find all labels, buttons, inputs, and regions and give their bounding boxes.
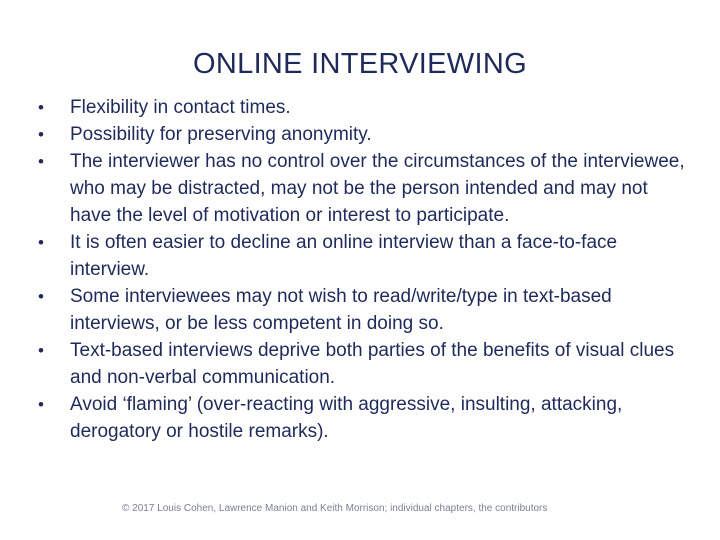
copyright-footer: © 2017 Louis Cohen, Lawrence Manion and Keith Morrison; individual chapters, the contributors bbox=[122, 503, 548, 514]
bullet-dot-icon: • bbox=[38, 341, 44, 360]
bullet-dot-icon: • bbox=[38, 98, 44, 117]
bullet-item bbox=[38, 337, 690, 391]
bullet-item bbox=[38, 121, 690, 148]
bullet-item bbox=[38, 229, 690, 283]
bullet-dot-icon: • bbox=[38, 125, 44, 144]
bullet-item bbox=[38, 283, 690, 337]
bullet-item bbox=[38, 94, 690, 121]
bullet-text: Avoid ‘flaming’ (over-reacting with aggressive, insulting, attacking, derogatory or hostile remarks). bbox=[70, 394, 623, 442]
bullet-dot-icon: • bbox=[38, 287, 44, 306]
bullet-dot-icon: • bbox=[38, 152, 44, 171]
bullet-dot-icon: • bbox=[38, 233, 44, 252]
bullet-item bbox=[38, 148, 690, 229]
bullet-text: It is often easier to decline an online interview than a face-to-face interview. bbox=[70, 232, 618, 280]
bullet-dot-icon: • bbox=[38, 395, 44, 414]
bullet-text: Possibility for preserving anonymity. bbox=[70, 124, 372, 145]
bullet-text: Text‑based interviews deprive both parties of the benefits of visual clues and non‑verbal communication. bbox=[70, 340, 675, 388]
bullet-list bbox=[38, 94, 690, 445]
bullet-text: Flexibility in contact times. bbox=[70, 97, 291, 118]
bullet-text: The interviewer has no control over the circumstances of the interviewee, who may be distracted, may not be the person intended and may not have the level of motivation or interest to participate. bbox=[70, 151, 685, 226]
slide-title: ONLINE INTERVIEWING bbox=[193, 48, 527, 80]
bullet-item bbox=[38, 391, 690, 445]
bullet-text: Some interviewees may not wish to read/write/type in text-based interviews, or be less competent in doing so. bbox=[70, 286, 612, 334]
